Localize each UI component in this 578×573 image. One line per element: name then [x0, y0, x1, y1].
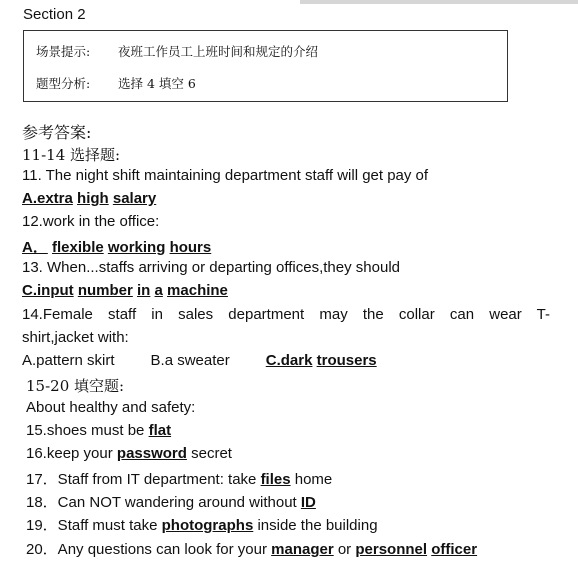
type-value: 选择 4 填空 6 — [118, 76, 196, 91]
fill-intro: About healthy and safety: — [26, 399, 196, 416]
question-14-options — [22, 352, 377, 369]
question-20-pre: 20．Any questions can look for your — [26, 541, 272, 558]
question-12: 12.work in the office: — [22, 213, 160, 230]
answer-17: files — [260, 471, 291, 488]
question-19-post: inside the building — [253, 517, 378, 534]
answer-19: photographs — [161, 517, 254, 534]
answer-12-part3: hours — [169, 239, 212, 256]
option-b: B.a sweater — [150, 352, 230, 369]
question-18 — [26, 491, 316, 512]
answer-13-part2: number — [77, 282, 133, 299]
answer-12-prefix: A． — [22, 239, 48, 256]
question-15 — [26, 422, 171, 439]
answer-11-part2: high — [77, 190, 109, 207]
type-row — [36, 74, 196, 92]
question-17-post: home — [290, 471, 333, 488]
question-14-line1: 14.Female staff in sales department may the collar can wear T- — [22, 306, 550, 323]
option-c-part2: trousers — [316, 352, 377, 369]
answer-20-part2: personnel — [355, 541, 428, 558]
answer-13-part3: in — [137, 282, 151, 299]
question-19 — [26, 514, 378, 535]
question-13: 13. When...staffs arriving or departing offices,they should — [22, 259, 400, 276]
question-11: 11. The night shift maintaining department staff will get pay of — [22, 167, 429, 184]
mc-heading: 11-14 选择题: — [22, 146, 121, 164]
answer-12-part2: working — [107, 239, 166, 256]
scene-info-box — [23, 30, 508, 102]
top-clipped-header-strip — [300, 0, 578, 4]
option-a: A.pattern skirt — [22, 352, 115, 369]
section-title: Section 2 — [23, 6, 86, 23]
answer-20-part1: manager — [271, 541, 334, 558]
question-16-post: secret — [186, 445, 232, 462]
answer-11-part3: salary — [112, 190, 157, 207]
scene-row — [36, 42, 318, 60]
answer-11-part1: A.extra — [22, 190, 73, 207]
type-key: 题型分析: — [36, 76, 91, 91]
question-20-mid: or — [333, 541, 356, 558]
question-18-pre: 18．Can NOT wandering around without — [26, 494, 301, 511]
answer-11 — [22, 190, 156, 207]
question-16-pre: 16.keep your — [26, 445, 117, 462]
scene-key: 场景提示: — [36, 44, 91, 59]
fill-heading: 15-20 填空题: — [26, 377, 125, 395]
question-17-pre: 17．Staff from IT department: take — [26, 471, 261, 488]
answer-12 — [22, 236, 211, 257]
answer-13-part5: machine — [167, 282, 228, 299]
answer-15: flat — [148, 422, 172, 439]
question-15-text: 15.shoes must be — [26, 422, 149, 439]
question-14-line2: shirt,jacket with: — [22, 329, 129, 346]
answer-13 — [22, 282, 228, 299]
scene-value: 夜班工作员工上班时间和规定的介绍 — [118, 44, 319, 59]
answer-18: ID — [300, 494, 316, 511]
answer-12-part1: flexible — [52, 239, 104, 256]
answer-20-part3: officer — [431, 541, 478, 558]
option-c-part1: C.dark — [265, 352, 313, 369]
question-19-pre: 19．Staff must take — [26, 517, 162, 534]
question-17 — [26, 468, 332, 489]
answer-13-part1: C.input — [22, 282, 74, 299]
question-20 — [26, 538, 477, 559]
reference-answer-title: 参考答案: — [22, 123, 92, 142]
answer-16: password — [116, 445, 187, 462]
question-16 — [26, 445, 232, 462]
answer-13-part4: a — [154, 282, 163, 299]
